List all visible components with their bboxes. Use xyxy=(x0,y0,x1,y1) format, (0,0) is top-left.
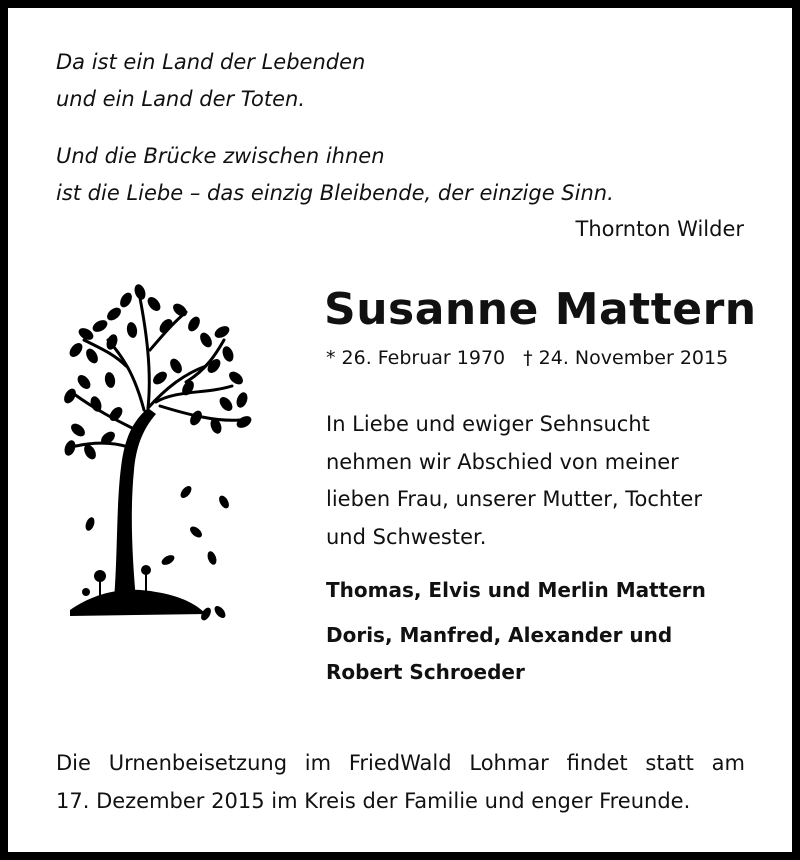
mourner-line: Doris, Manfred, Alexander und xyxy=(326,623,673,647)
life-dates xyxy=(326,347,728,369)
message-line: nehmen wir Abschied von meiner xyxy=(326,449,679,474)
mourner-line: Robert Schroeder xyxy=(326,660,525,684)
obituary-card xyxy=(8,8,792,852)
poem-line: und ein Land der Toten. xyxy=(56,87,306,111)
deceased-name: Susanne Mattern xyxy=(324,284,757,335)
message-line: lieben Frau, unserer Mutter, Tochter xyxy=(326,487,702,511)
poem-line: Da ist ein Land der Lebenden xyxy=(56,50,366,74)
mourners-group-2 xyxy=(326,617,672,691)
birth-date: * 26. Februar 1970 xyxy=(326,347,506,369)
poem-stanza-1 xyxy=(56,44,365,118)
death-date: † 24. November 2015 xyxy=(523,347,729,369)
message-line: und Schwester. xyxy=(326,524,487,549)
burial-line: 17. Dezember 2015 im Kreis der Familie und enger Freunde. xyxy=(56,789,691,813)
mourners-group-1 xyxy=(326,572,706,609)
poem-line: Und die Brücke zwischen ihnen xyxy=(56,144,385,168)
poem-line: ist die Liebe – das einzig Bleibende, der einzige Sinn. xyxy=(56,181,614,205)
poem-author: Thornton Wilder xyxy=(575,217,744,241)
message-line: In Liebe und ewiger Sehnsucht xyxy=(326,412,650,436)
burial-line: Die Urnenbeisetzung im FriedWald Lohmar findet statt am xyxy=(56,751,745,775)
tree-illustration-icon xyxy=(56,270,256,630)
poem-stanza-2 xyxy=(56,138,614,212)
farewell-message xyxy=(326,406,702,556)
burial-notice xyxy=(56,744,745,820)
mourner-line: Thomas, Elvis und Merlin Mattern xyxy=(326,578,706,602)
